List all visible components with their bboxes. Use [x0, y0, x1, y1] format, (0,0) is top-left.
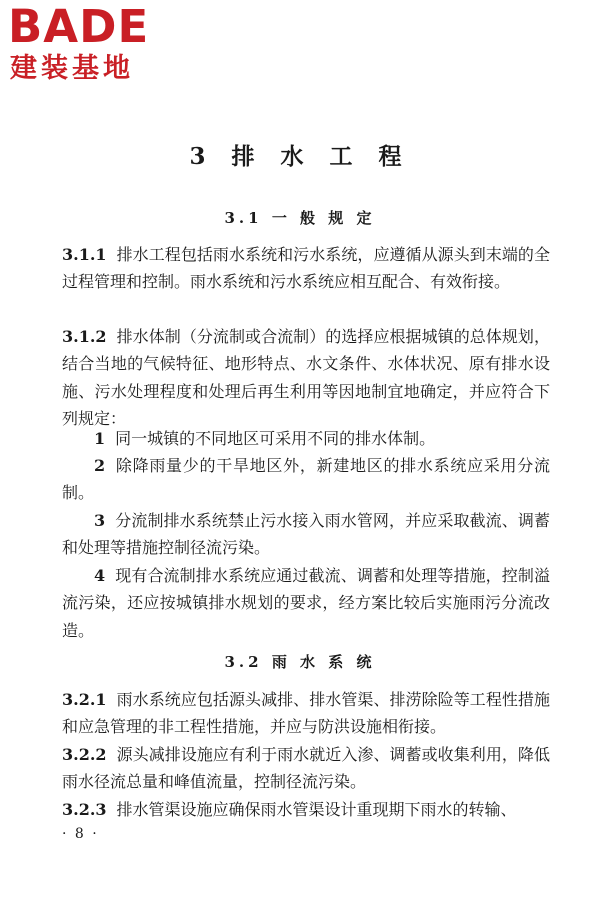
- clause-3-1-1: [62, 241, 550, 296]
- item-number: 1: [94, 429, 106, 448]
- clause-text: 排水体制（分流制或合流制）的选择应根据城镇的总体规划，结合当地的气候特征、地形特点、水文条件、水体状况、原有排水设施、污水处理程度和处理后再生利用等因地制宜地确定，并应符合下列规定：: [62, 327, 550, 429]
- publisher-logo: [8, 0, 178, 88]
- clause-3-2-1: [62, 686, 550, 741]
- clause-number: 3.1.1: [62, 245, 107, 264]
- clause-number: 3.2.3: [62, 800, 107, 819]
- clause-text: 雨水系统应包括源头减排、排水管渠、排涝除险等工程性措施和应急管理的非工程性措施，并应与防洪设施相衔接。: [62, 690, 550, 737]
- item-number: 4: [94, 566, 106, 585]
- item-text: 分流制排水系统禁止污水接入雨水管网，并应采取截流、调蓄和处理等措施控制径流污染。: [62, 511, 550, 558]
- clause-text: 源头减排设施应有利于雨水就近入渗、调蓄或收集利用，降低雨水径流总量和峰值流量，控制径流污染。: [62, 745, 550, 792]
- item-number: 2: [94, 456, 106, 475]
- clause-3-2-3: [62, 796, 550, 823]
- clause-3-2-2: [62, 741, 550, 796]
- clause-number: 3.2.2: [62, 745, 107, 764]
- clause-3-1-2: [62, 323, 550, 433]
- logo-wordmark: BADE: [8, 0, 150, 53]
- list-item-1: [62, 425, 550, 452]
- list-item-4: [62, 562, 550, 644]
- item-text: 同一城镇的不同地区可采用不同的排水体制。: [115, 429, 436, 448]
- logo-subtitle: 建装基地: [10, 53, 134, 84]
- clause-number: 3.2.1: [62, 690, 107, 709]
- list-item-3: [62, 507, 550, 562]
- section-title-rainwater: 3.2 雨 水 系 统: [224, 653, 376, 671]
- item-number: 3: [94, 511, 106, 530]
- item-text: 除降雨量少的干旱地区外，新建地区的排水系统应采用分流制。: [62, 456, 550, 503]
- section-title-general: 3.1 一 般 规 定: [224, 209, 376, 227]
- page-number: · 8 ·: [62, 826, 99, 842]
- item-text: 现有合流制排水系统应通过截流、调蓄和处理等措施，控制溢流污染，还应按城镇排水规划的要求，经方案比较后实施雨污分流改造。: [62, 566, 550, 640]
- chapter-title: 3 排 水 工 程: [189, 143, 411, 170]
- clause-number: 3.1.2: [62, 327, 107, 346]
- clause-text: 排水工程包括雨水系统和污水系统，应遵循从源头到末端的全过程管理和控制。雨水系统和污水系统应相互配合、有效衔接。: [62, 245, 550, 292]
- list-item-2: [62, 452, 550, 507]
- clause-text: 排水管渠设施应确保雨水管渠设计重现期下雨水的转输、: [116, 800, 517, 819]
